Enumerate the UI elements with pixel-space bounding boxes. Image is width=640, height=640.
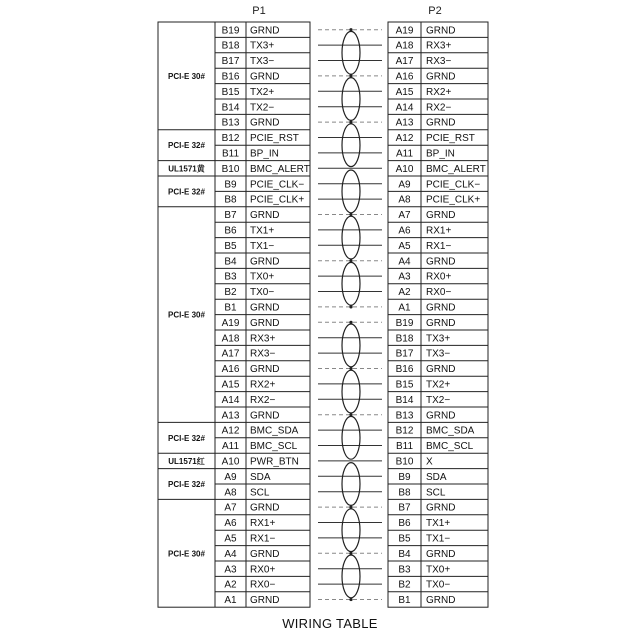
p2-pin-label: B5 xyxy=(398,533,411,545)
p1-header: P1 xyxy=(252,5,266,17)
p2-pin-label: A11 xyxy=(395,148,414,160)
p1-pin-label: A3 xyxy=(224,564,237,576)
twisted-pair-loop xyxy=(342,31,360,74)
p2-pin-label: B16 xyxy=(395,364,414,376)
p2-pin-label: B6 xyxy=(398,518,411,530)
p1-pin-label: B7 xyxy=(224,210,237,222)
p1-pin-label: B10 xyxy=(221,163,240,175)
p2-signal-label: TX3+ xyxy=(426,333,451,345)
p1-signal-label: RX3+ xyxy=(250,333,276,345)
p1-pin-label: A15 xyxy=(221,379,240,391)
p2-pin-label: A5 xyxy=(398,240,411,252)
p1-pin-label: A18 xyxy=(221,333,240,345)
p2-pin-label: A4 xyxy=(398,256,411,268)
p1-pin-label: A4 xyxy=(224,548,237,560)
p2-pin-label: A1 xyxy=(398,302,411,314)
p2-pin-label: B19 xyxy=(395,317,414,329)
p1-signal-label: BMC_ALERT xyxy=(250,163,310,175)
p1-signal-label: PCIE_CLK+ xyxy=(250,194,305,206)
twisted-pair-loop xyxy=(342,78,360,121)
p2-signal-label: TX1− xyxy=(426,533,451,545)
p1-pin-label: A1 xyxy=(224,595,237,607)
p1-signal-label: PCIE_RST xyxy=(250,133,299,145)
p2-signal-label: RX2− xyxy=(426,102,452,114)
p1-signal-label: RX1+ xyxy=(250,518,276,530)
p2-signal-label: GRND xyxy=(426,364,456,376)
p1-pin-label: A8 xyxy=(224,487,237,499)
p1-signal-label: GRND xyxy=(250,317,280,329)
p1-pin-label: A11 xyxy=(221,441,240,453)
p2-signal-label: BMC_SCL xyxy=(426,441,474,453)
p2-pin-label: B12 xyxy=(395,425,414,437)
p1-pin-label: A6 xyxy=(224,518,237,530)
p1-signal-label: GRND xyxy=(250,364,280,376)
p2-pin-label: A18 xyxy=(395,40,414,52)
p2-signal-label: BP_IN xyxy=(426,148,455,160)
p2-signal-label: BMC_SDA xyxy=(426,425,475,437)
p1-pin-label: B9 xyxy=(224,179,237,191)
diagram-title: WIRING TABLE xyxy=(282,616,378,631)
group-label: UL1571黄 xyxy=(168,164,205,174)
twisted-pair-loop xyxy=(342,324,360,367)
p2-pin-label: B14 xyxy=(395,394,414,406)
group-label: PCI-E 30# xyxy=(168,71,205,81)
p2-signal-label: GRND xyxy=(426,302,456,314)
p2-signal-label: GRND xyxy=(426,71,456,83)
p1-signal-label: GRND xyxy=(250,410,280,422)
p2-pin-label: B18 xyxy=(395,333,414,345)
wiring-table xyxy=(158,22,488,607)
group-label: PCI-E 32# xyxy=(168,187,205,197)
p1-pin-label: B15 xyxy=(221,86,240,98)
p1-signal-label: TX2+ xyxy=(250,86,275,98)
p1-signal-label: GRND xyxy=(250,302,280,314)
twisted-pair-loop xyxy=(342,555,360,598)
p2-pin-label: B8 xyxy=(398,487,411,499)
p2-signal-label: GRND xyxy=(426,410,456,422)
p1-pin-label: B3 xyxy=(224,271,237,283)
p1-signal-label: RX0− xyxy=(250,579,276,591)
p1-pin-label: B17 xyxy=(221,56,240,68)
p1-signal-label: TX2− xyxy=(250,102,275,114)
p2-pin-label: B2 xyxy=(398,579,411,591)
p2-pin-label: A14 xyxy=(395,102,414,114)
group-label: PCI-E 32# xyxy=(168,433,205,443)
p2-pin-label: B10 xyxy=(395,456,414,468)
p2-pin-label: A8 xyxy=(398,194,411,206)
p2-header: P2 xyxy=(428,5,442,17)
p2-signal-label: PCIE_CLK− xyxy=(426,179,481,191)
p2-signal-label: RX1− xyxy=(426,240,452,252)
p1-pin-label: B13 xyxy=(221,117,240,129)
p1-pin-label: B4 xyxy=(224,256,237,268)
twisted-pair-loop xyxy=(342,463,360,506)
p2-pin-label: A19 xyxy=(395,25,414,37)
p1-signal-label: GRND xyxy=(250,548,280,560)
p1-signal-label: RX2+ xyxy=(250,379,276,391)
p1-signal-label: SCL xyxy=(250,487,270,499)
p2-pin-label: A9 xyxy=(398,179,411,191)
p2-pin-label: A10 xyxy=(395,163,414,175)
p1-pin-label: A5 xyxy=(224,533,237,545)
twisted-pair-loop xyxy=(342,370,360,413)
p2-signal-label: GRND xyxy=(426,256,456,268)
p2-signal-label: RX2+ xyxy=(426,86,452,98)
p2-pin-label: A16 xyxy=(395,71,414,83)
p1-pin-label: B6 xyxy=(224,225,237,237)
p1-signal-label: TX1− xyxy=(250,240,275,252)
p2-pin-label: A2 xyxy=(398,287,411,299)
p1-signal-label: PCIE_CLK− xyxy=(250,179,305,191)
p1-pin-label: B19 xyxy=(221,25,240,37)
p1-signal-label: RX1− xyxy=(250,533,276,545)
twisted-pair-loop xyxy=(342,124,360,167)
p2-pin-label: A6 xyxy=(398,225,411,237)
p2-signal-label: RX3+ xyxy=(426,40,452,52)
group-label: PCI-E 32# xyxy=(168,141,205,151)
p2-signal-label: GRND xyxy=(426,117,456,129)
p1-pin-label: A17 xyxy=(221,348,240,360)
p1-signal-label: TX1+ xyxy=(250,225,275,237)
p1-pin-label: B18 xyxy=(221,40,240,52)
p2-pin-label: B15 xyxy=(395,379,414,391)
p2-signal-label: PCIE_CLK+ xyxy=(426,194,481,206)
p1-pin-label: A14 xyxy=(221,394,240,406)
p1-pin-label: B2 xyxy=(224,287,237,299)
p2-signal-label: X xyxy=(426,456,433,468)
p1-signal-label: GRND xyxy=(250,71,280,83)
p2-pin-label: A3 xyxy=(398,271,411,283)
p2-signal-label: TX3− xyxy=(426,348,451,360)
p1-signal-label: RX3− xyxy=(250,348,276,360)
p2-pin-label: B3 xyxy=(398,564,411,576)
p2-signal-label: SDA xyxy=(426,471,447,483)
p1-pin-label: B5 xyxy=(224,240,237,252)
group-label: UL1571红 xyxy=(168,456,205,466)
p1-pin-label: B14 xyxy=(221,102,240,114)
twisted-pair-loop xyxy=(342,509,360,552)
p1-pin-label: A7 xyxy=(224,502,237,514)
p1-pin-label: B12 xyxy=(221,133,240,145)
p2-pin-label: A13 xyxy=(395,117,414,129)
p2-pin-label: A15 xyxy=(395,86,414,98)
p1-pin-label: A9 xyxy=(224,471,237,483)
p1-pin-label: A13 xyxy=(221,410,240,422)
p2-pin-label: B11 xyxy=(395,441,414,453)
p1-signal-label: GRND xyxy=(250,256,280,268)
p1-signal-label: GRND xyxy=(250,117,280,129)
p2-signal-label: TX2+ xyxy=(426,379,451,391)
p1-signal-label: SDA xyxy=(250,471,271,483)
p1-signal-label: PWR_BTN xyxy=(250,456,299,468)
p2-signal-label: BMC_ALERT xyxy=(426,163,486,175)
p2-signal-label: GRND xyxy=(426,317,456,329)
p2-signal-label: RX1+ xyxy=(426,225,452,237)
p1-signal-label: RX0+ xyxy=(250,564,276,576)
p2-pin-label: B1 xyxy=(398,595,411,607)
p1-pin-label: A16 xyxy=(221,364,240,376)
p1-pin-label: B8 xyxy=(224,194,237,206)
p2-signal-label: PCIE_RST xyxy=(426,133,475,145)
p2-pin-label: A12 xyxy=(395,133,414,145)
p2-pin-label: A7 xyxy=(398,210,411,222)
twisted-pair-loop xyxy=(342,170,360,213)
group-label: PCI-E 30# xyxy=(168,310,205,320)
p2-signal-label: RX0− xyxy=(426,287,452,299)
p1-pin-label: B11 xyxy=(221,148,240,160)
p1-signal-label: TX3+ xyxy=(250,40,275,52)
p2-signal-label: TX1+ xyxy=(426,518,451,530)
p2-pin-label: B13 xyxy=(395,410,414,422)
p1-pin-label: B1 xyxy=(224,302,237,314)
p1-signal-label: BMC_SDA xyxy=(250,425,299,437)
group-label: PCI-E 30# xyxy=(168,549,205,559)
p1-pin-label: A19 xyxy=(221,317,240,329)
p2-signal-label: GRND xyxy=(426,548,456,560)
p1-pin-label: A10 xyxy=(221,456,240,468)
p1-signal-label: GRND xyxy=(250,502,280,514)
p2-signal-label: GRND xyxy=(426,595,456,607)
group-label: PCI-E 32# xyxy=(168,480,205,489)
p2-pin-label: B7 xyxy=(398,502,411,514)
p2-signal-label: GRND xyxy=(426,25,456,37)
twisted-pair-loop xyxy=(342,262,360,305)
p2-signal-label: GRND xyxy=(426,502,456,514)
p2-signal-label: TX0+ xyxy=(426,564,451,576)
p1-signal-label: BP_IN xyxy=(250,148,279,160)
p2-signal-label: SCL xyxy=(426,487,446,499)
p2-pin-label: B4 xyxy=(398,548,411,560)
p1-signal-label: TX0+ xyxy=(250,271,275,283)
p2-pin-label: B9 xyxy=(398,471,411,483)
p1-signal-label: GRND xyxy=(250,595,280,607)
p1-pin-label: A2 xyxy=(224,579,237,591)
p1-signal-label: BMC_SCL xyxy=(250,441,298,453)
p1-pin-label: B16 xyxy=(221,71,240,83)
p1-signal-label: TX3− xyxy=(250,56,275,68)
p1-signal-label: GRND xyxy=(250,25,280,37)
p1-pin-label: A12 xyxy=(221,425,240,437)
p1-signal-label: GRND xyxy=(250,210,280,222)
twisted-pair-loop xyxy=(342,416,360,459)
p2-signal-label: RX3− xyxy=(426,56,452,68)
p2-signal-label: RX0+ xyxy=(426,271,452,283)
p1-signal-label: TX0− xyxy=(250,287,275,299)
twisted-pair-loop xyxy=(342,216,360,259)
p2-signal-label: TX0− xyxy=(426,579,451,591)
p2-signal-label: TX2− xyxy=(426,394,451,406)
p1-signal-label: RX2− xyxy=(250,394,276,406)
p2-pin-label: B17 xyxy=(395,348,414,360)
p2-signal-label: GRND xyxy=(426,210,456,222)
p2-pin-label: A17 xyxy=(395,56,414,68)
